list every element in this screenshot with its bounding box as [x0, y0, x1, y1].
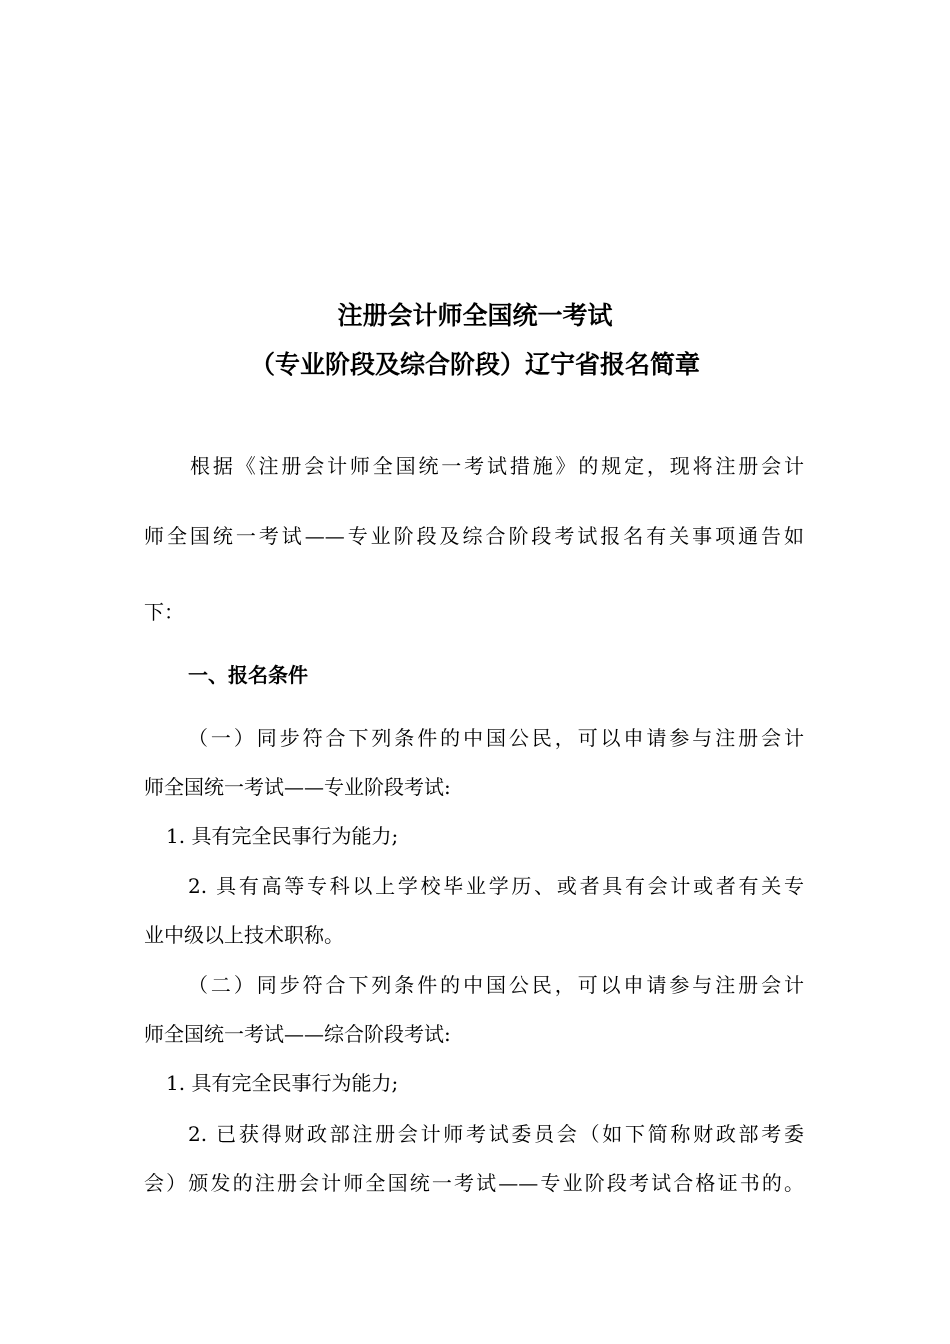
document-title-line1: 注册会计师全国统一考试: [337, 301, 613, 330]
sub1-item2-line2: 业中级以上技术职称。: [144, 923, 344, 947]
sub2-item1: 1. 具有完全民事行为能力;: [166, 1071, 399, 1095]
sub1-item1: 1. 具有完全民事行为能力;: [166, 824, 399, 848]
sub1-paragraph-line1: （一）同步符合下列条件的中国公民，可以申请参与注册会计: [188, 726, 804, 750]
intro-paragraph-line2: 师全国统一考试——专业阶段及综合阶段考试报名有关事项通告如: [144, 524, 804, 548]
intro-paragraph-line1: 根据《注册会计师全国统一考试措施》的规定，现将注册会计: [190, 454, 804, 478]
sub2-item2-line1: 2. 已获得财政部注册会计师考试委员会（如下简称财政部考委: [188, 1122, 804, 1146]
section-heading-registration-conditions: 一、报名条件: [188, 663, 308, 687]
sub2-paragraph-line1: （二）同步符合下列条件的中国公民，可以申请参与注册会计: [188, 973, 804, 997]
sub2-paragraph-line2: 师全国统一考试——综合阶段考试:: [144, 1022, 451, 1046]
sub1-item2-line1: 2. 具有高等专科以上学校毕业学历、或者具有会计或者有关专: [188, 874, 804, 898]
intro-paragraph-line3: 下：: [144, 600, 184, 624]
document-title-line2: （专业阶段及综合阶段）辽宁省报名简章: [249, 350, 700, 379]
sub1-paragraph-line2: 师全国统一考试——专业阶段考试:: [144, 775, 451, 799]
sub2-item2-line2: 会）颁发的注册会计师全国统一考试——专业阶段考试合格证书的。: [144, 1171, 804, 1195]
